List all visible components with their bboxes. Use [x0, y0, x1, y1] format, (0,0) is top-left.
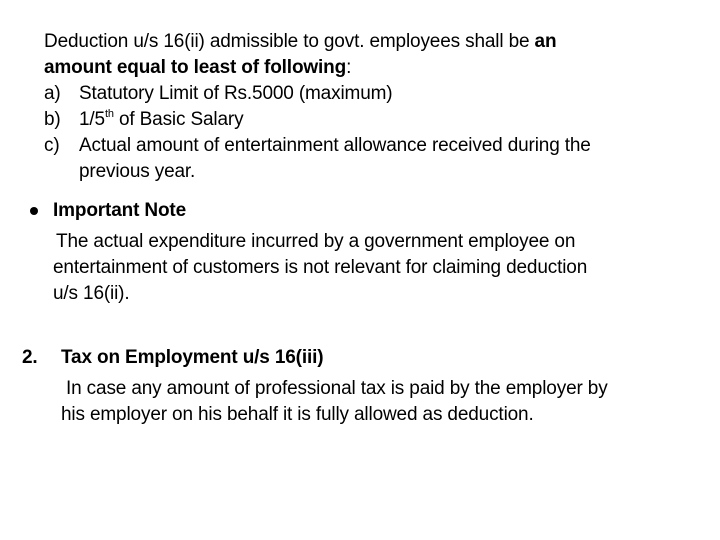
list-item-b: [44, 107, 61, 133]
list-marker: c): [44, 135, 60, 156]
superscript: th: [104, 107, 114, 120]
section-heading: Tax on Employment u/s 16(iii): [61, 347, 324, 368]
list-item-c-text: Actual amount of entertainment allowance received during the: [79, 135, 591, 156]
intro-bold: an: [534, 31, 557, 52]
intro-line-2: amount equal to least of following:: [44, 57, 352, 78]
list-marker: a): [44, 83, 61, 104]
section-line-2: his employer on his behalf it is fully allowed as deduction.: [61, 404, 534, 425]
list-item-b-text: 1/5th of Basic Salary: [79, 107, 244, 130]
list-marker: b): [44, 109, 61, 130]
note-heading: Important Note: [53, 200, 187, 221]
list-item-a-text: Statutory Limit of Rs.5000 (maximum): [79, 83, 393, 104]
list-item-c: [44, 133, 60, 159]
note-line-1: The actual expenditure incurred by a government employee on: [56, 231, 576, 252]
list-item-a: [44, 81, 61, 107]
intro-line-1: [44, 29, 556, 55]
note-line-2: entertainment of customers is not relevant for claiming deduction: [53, 257, 588, 278]
note-line-3: u/s 16(ii).: [53, 283, 130, 304]
section-number: 2.: [22, 347, 38, 368]
section-line-1: In case any amount of professional tax is paid by the employer by: [66, 378, 608, 399]
bullet-icon: [30, 207, 38, 215]
list-item-c-continuation: previous year.: [79, 161, 196, 182]
intro-bold-phrase: amount equal to least of following: [44, 57, 347, 78]
intro-text: Deduction u/s 16(ii) admissible to govt. employees shall be: [44, 31, 535, 52]
